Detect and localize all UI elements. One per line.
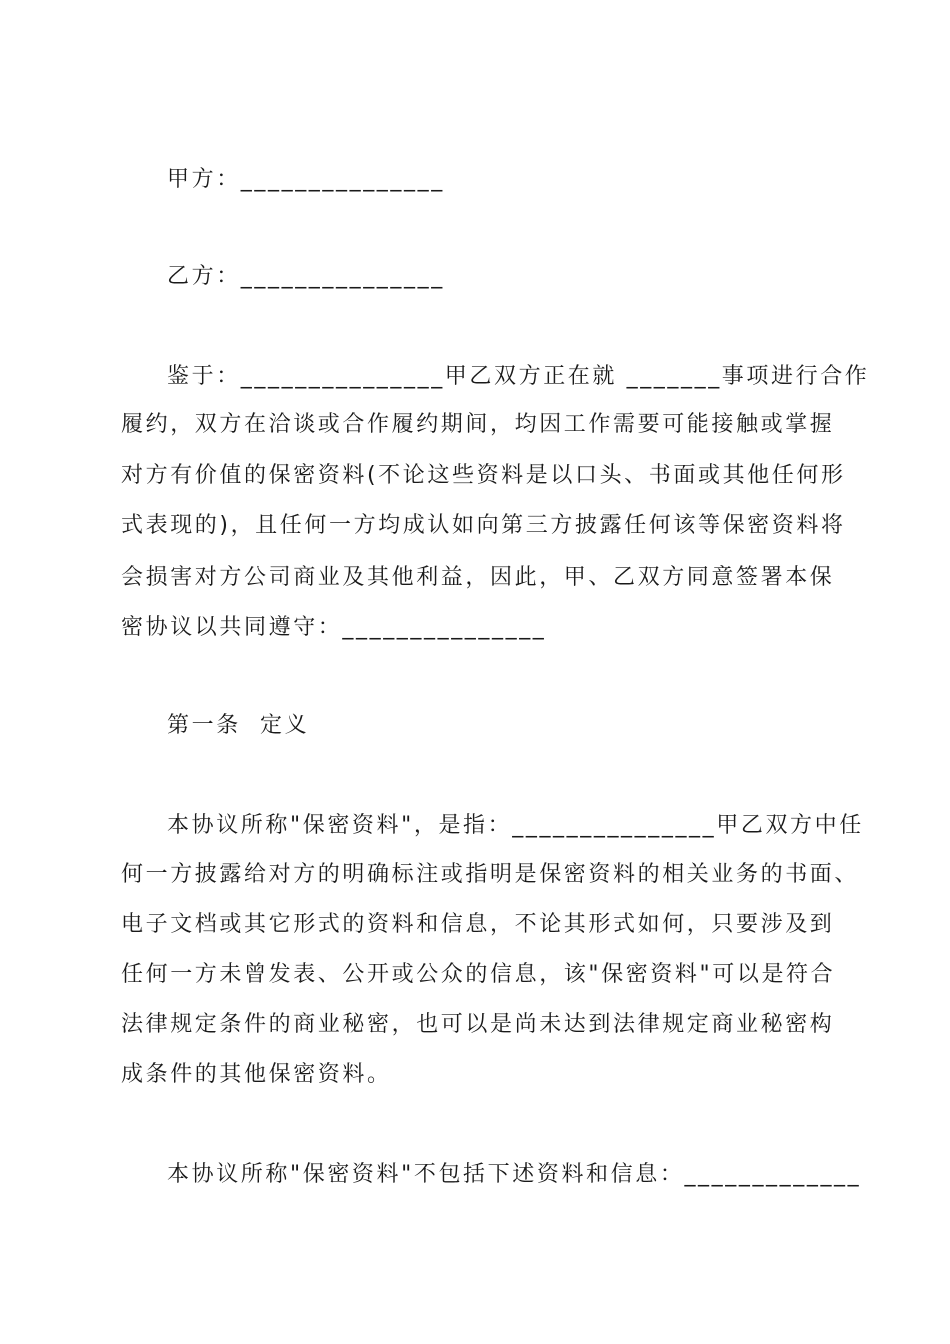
recital-line-3: 对方有价值的保密资料(不论这些资料是以口头、书面或其他任何形 bbox=[121, 463, 846, 488]
recital-line-4: 式表现的)，且任何一方均成认如向第三方披露任何该等保密资料将 bbox=[121, 513, 846, 538]
recital-line-6: 密协议以共同遵守：_______________ bbox=[121, 615, 547, 640]
definition-line-5: 法律规定条件的商业秘密，也可以是尚未达到法律规定商业秘密构 bbox=[121, 1012, 835, 1037]
definition-line-1: 本协议所称"保密资料"，是指：_______________甲乙双方中任 bbox=[167, 813, 864, 838]
party-b-line: 乙方：_______________ bbox=[167, 264, 445, 289]
party-a-line: 甲方：_______________ bbox=[167, 167, 445, 192]
recital-line-1: 鉴于：_______________甲乙双方正在就 _______事项进行合作 bbox=[167, 364, 870, 389]
definition-line-6: 成条件的其他保密资料。 bbox=[121, 1062, 392, 1087]
definition-line-2: 何一方披露给对方的明确标注或指明是保密资料的相关业务的书面、 bbox=[121, 862, 860, 887]
recital-line-5: 会损害对方公司商业及其他利益，因此，甲、乙双方同意签署本保 bbox=[121, 565, 835, 590]
recital-line-2: 履约，双方在洽谈或合作履约期间，均因工作需要可能接触或掌握 bbox=[121, 412, 835, 437]
exclusion-line: 本协议所称"保密资料"不包括下述资料和信息：_____________ bbox=[167, 1162, 862, 1187]
article-1-heading: 第一条 定义 bbox=[167, 713, 310, 738]
definition-line-3: 电子文档或其它形式的资料和信息，不论其形式如何，只要涉及到 bbox=[121, 912, 835, 937]
definition-line-4: 任何一方未曾发表、公开或公众的信息，该"保密资料"可以是符合 bbox=[121, 962, 836, 987]
